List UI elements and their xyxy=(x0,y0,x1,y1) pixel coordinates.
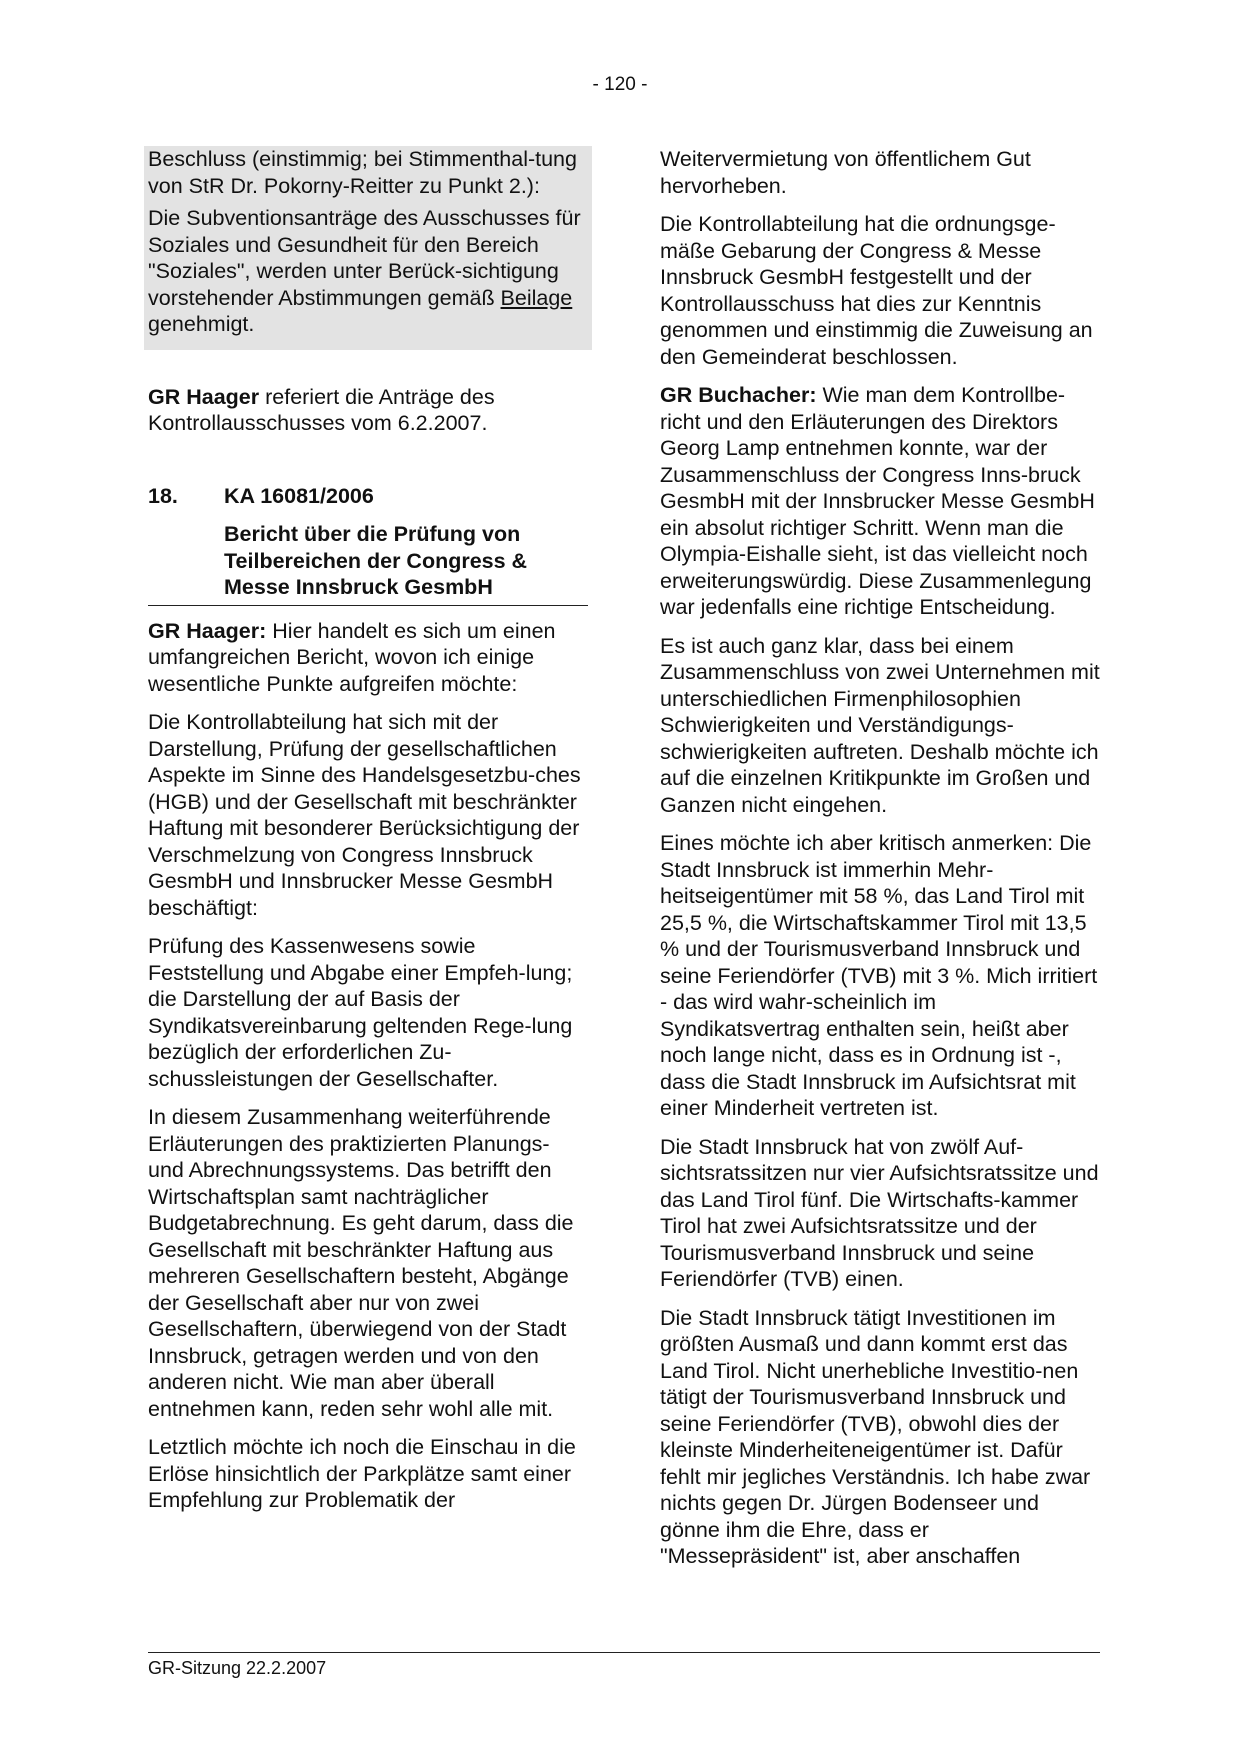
footer-session-date: GR-Sitzung 22.2.2007 xyxy=(148,1658,327,1678)
left-column xyxy=(148,146,588,1526)
haager-intro-text: referiert die Anträge des Kontrollausschusses vom 6.2.2007. xyxy=(148,384,495,435)
paragraph-text: Wie man dem Kontrollbe-richt und den Erläuterungen des Direktors Georg Lamp entnehmen konnte, war der Zusammenschluss der Congress Inns-bruck GesmbH mit der Innsbrucker Messe GesmbH ein absolut richtiger Schritt. Wenn man die Olympia-Eishalle sieht, ist das vielleicht noch erweiterungswürdig. Diese Zusammenlegung war jedenfalls eine richtige Entscheidung. xyxy=(660,383,1095,619)
resolution-box xyxy=(144,146,592,350)
beilage-link[interactable]: Beilage xyxy=(500,285,573,310)
paragraph xyxy=(148,618,588,698)
paragraph: Die Stadt Innsbruck tätigt Investitionen im größten Ausmaß und dann kommt erst das Land Tirol. Nicht unerhebliche Investitio-nen tätigt der Tourismusverband Innsbruck und seine Feriendörfer (TVB), obwohl dies der kleinste Minderheiteneigentümer ist. Dafür fehlt mir jegliches Verständnis. Ich habe zwar nichts gegen Dr. Jürgen Bodenseer und gönne ihm die Ehre, dass er "Messepräsident" ist, aber anschaffen xyxy=(660,1305,1091,1568)
paragraph: Letztlich möchte ich noch die Einschau in die Erlöse hinsichtlich der Parkplätze samt einer Empfehlung zur Problematik der xyxy=(148,1435,576,1512)
agenda-item-subject: Bericht über die Prüfung von Teilbereichen der Congress & Messe Innsbruck GesmbH xyxy=(224,522,528,599)
haager-intro xyxy=(148,384,588,437)
page-number: - 120 - xyxy=(592,74,648,95)
right-column xyxy=(660,146,1100,1582)
speaker-name: GR Haager xyxy=(148,384,260,409)
paragraph: In diesem Zusammenhang weiterführende Erläuterungen des praktizierten Planungs- und Abrechnungssystems. Das betrifft den Wirtschaftsplan samt nachträglicher Budgetabrechnung. Es geht darum, dass die Gesellschaft mit beschränkter Haftung aus mehreren Gesellschaftern besteht, Abgänge der Gesellschaft aber nur von zwei Gesellschaftern, überwiegend von der Stadt Innsbruck, getragen werden und von den anderen nicht. Wie man aber überall entnehmen kann, reden sehr wohl alle mit. xyxy=(148,1105,574,1421)
speaker-name: GR Buchacher: xyxy=(660,383,817,407)
paragraph: Die Stadt Innsbruck hat von zwölf Auf-sichtsratssitzen nur vier Aufsichtsratssitze und das Land Tirol fünf. Die Wirtschafts-kammer Tirol hat zwei Aufsichtsratssitze und der Tourismusverband Innsbruck und seine Feriendörfer (TVB) einen. xyxy=(660,1134,1099,1291)
paragraph xyxy=(660,382,1100,621)
footer-divider xyxy=(148,1652,1100,1653)
paragraph: Prüfung des Kassenwesens sowie Feststellung und Abgabe einer Empfeh-lung; die Darstellung der auf Basis der Syndikatsvereinbarung geltenden Rege-lung bezüglich der erforderlichen Zu-schussleistungen der Gesellschafter. xyxy=(148,934,573,1091)
speaker-name: GR Haager: xyxy=(148,618,267,643)
paragraph: Eines möchte ich aber kritisch anmerken: Die Stadt Innsbruck ist immerhin Mehr-heitseigentümer mit 58 %, das Land Tirol mit 25,5 %, die Wirtschaftskammer Tirol mit 13,5 % und der Tourismusverband Innsbruck und seine Feriendörfer (TVB) mit 3 %. Mich irritiert - das wird wahr-scheinlich im Syndikatsvertrag enthalten sein, heißt aber noch lange nicht, dass es in Ordnung ist -, dass die Stadt Innsbruck im Aufsichtsrat mit einer Minderheit vertreten ist. xyxy=(660,831,1098,1120)
agenda-item-number: 18. xyxy=(148,483,178,508)
agenda-item-subject-block xyxy=(148,521,588,606)
resolution-body xyxy=(148,205,588,338)
agenda-item-heading xyxy=(148,483,588,510)
resolution-body-end: genehmigt. xyxy=(148,312,255,336)
paragraph: Die Kontrollabteilung hat sich mit der Darstellung, Prüfung der gesellschaftlichen Aspekte im Sinne des Handelsgesetzbu-ches (HGB) und der Gesellschaft mit beschränkter Haftung mit besonderer Berücksichtigung der Verschmelzung von Congress Innsbruck GesmbH und Innsbrucker Messe GesmbH beschäftigt: xyxy=(148,710,581,920)
resolution-header: Beschluss (einstimmig; bei Stimmenthal-tung von StR Dr. Pokorny-Reitter zu Punkt 2.): xyxy=(148,147,577,198)
paragraph: Weitervermietung von öffentlichem Gut hervorheben. xyxy=(660,147,1031,198)
paragraph: Die Kontrollabteilung hat die ordnungsge-mäße Gebarung der Congress & Messe Innsbruck GesmbH festgestellt und der Kontrollausschuss hat dies zur Kenntnis genommen und einstimmig die Zuweisung an den Gemeinderat beschlossen. xyxy=(660,212,1093,369)
agenda-item-code: KA 16081/2006 xyxy=(224,483,374,508)
resolution-body-start: Die Subventionsanträge des Ausschusses für Soziales und Gesundheit für den Bereich "Soziales", werden unter Berück-sichtigung vorstehender Abstimmungen gemäß xyxy=(148,206,581,310)
paragraph: Es ist auch ganz klar, dass bei einem Zusammenschluss von zwei Unternehmen mit unterschiedlichen Firmenphilosophien Schwierigkeiten und Verständigungs-schwierigkeiten auftreten. Deshalb möchte ich auf die einzelnen Kritikpunkte im Großen und Ganzen nicht eingehen. xyxy=(660,633,1100,817)
paragraph-text: Hier handelt es sich um einen umfangreichen Bericht, wovon ich einige wesentliche Punkte aufgreifen möchte: xyxy=(148,618,556,696)
